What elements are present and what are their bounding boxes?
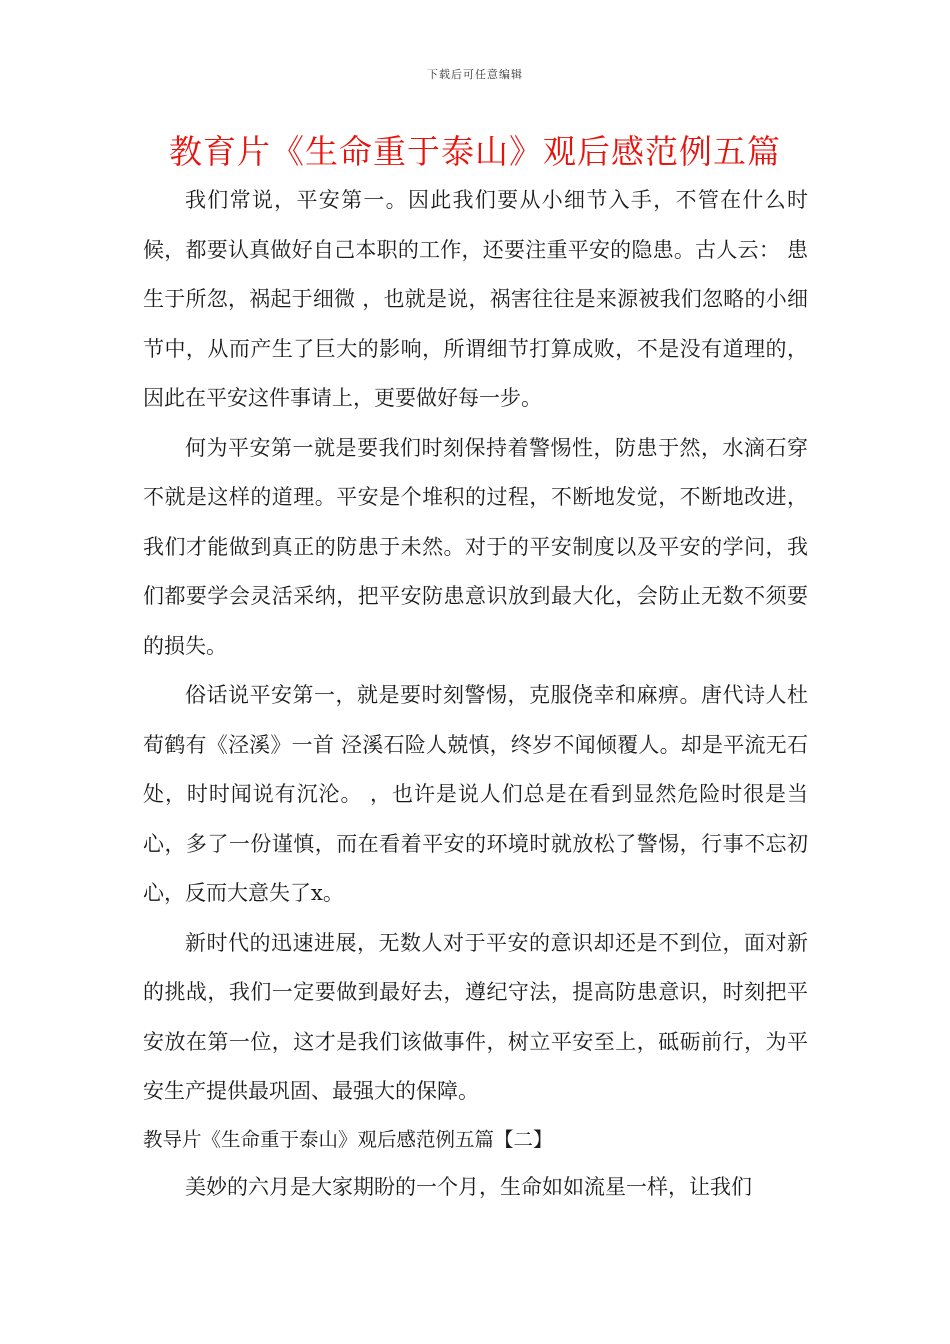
paragraph-2: 何为平安第一就是要我们时刻保持着警惕性，防患于然，水滴石穿不就是这样的道理。平安是个堆积的过程，不断地发觉，不断地改进，我们才能做到真正的防患于未然。对于的平安制度以及平安的学问，我们都要学会灵活采纳，把平安防患意识放到最大化，会防止无数不须要的损失。: [143, 435, 808, 658]
paragraph-1: 我们常说，平安第一。因此我们要从小细节入手，不管在什么时候，都要认真做好自己本职的工作，还要注重平安的隐患。古人云： 患生于所忽，祸起于细微 ，也就是说，祸害往往是来源被我们忽略的小细节中，从而产生了巨大的影响，所谓细节打算成败，不是没有道理的，因此在平安这件事请上，更要做好每一步。: [143, 188, 808, 410]
document-body: [143, 176, 808, 1212]
document-title: 教育片《生命重于泰山》观后感范例五篇: [169, 132, 781, 171]
section-heading: 教导片《生命重于泰山》观后感范例五篇【二】: [143, 1127, 553, 1151]
header-note: 下载后可任意编辑: [427, 68, 523, 81]
paragraph-4: 新时代的迅速进展，无数人对于平安的意识却还是不到位，面对新的挑战，我们一定要做到最好去，遵纪守法，提高防患意识，时刻把平安放在第一位，这才是我们该做事件，树立平安至上，砥砺前行，为平安生产提供最巩固、最强大的保障。: [143, 930, 808, 1103]
paragraph-3: 俗话说平安第一，就是要时刻警惕，克服侥幸和麻痹。唐代诗人杜荀鹤有《泾溪》一首 泾溪石险人兢慎，终岁不闻倾覆人。却是平流无石处，时时闻说有沉沦。 ，也许是说人们总是在看到显然危险时很是当心，多了一份谨慎，而在看着平安的环境时就放松了警惕，行事不忘初心，反而大意失了x。: [143, 683, 808, 905]
paragraph-5: 美妙的六月是大家期盼的一个月，生命如如流星一样，让我们: [185, 1174, 752, 1199]
